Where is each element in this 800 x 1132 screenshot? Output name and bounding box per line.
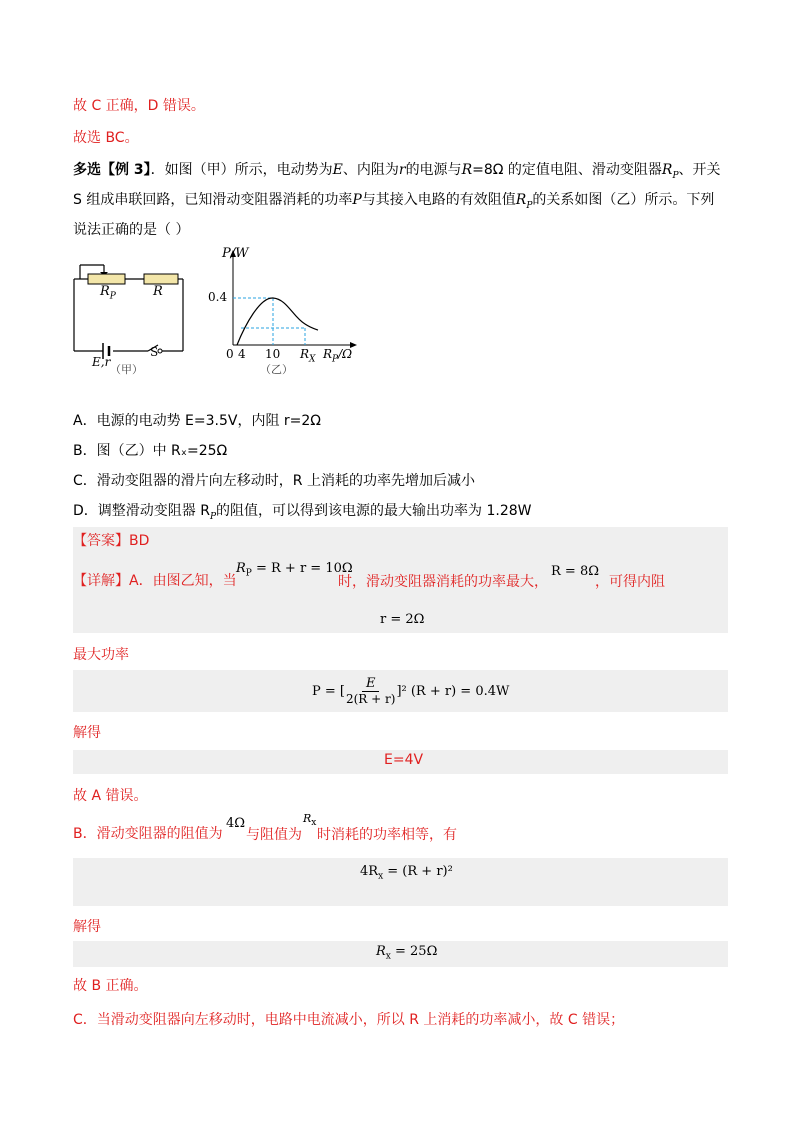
b-4ohm: 4Ω	[226, 816, 246, 831]
intro-line-1: 故 C 正确，D 错误。	[73, 98, 205, 114]
question-line-3: 说法正确的是（ ）	[73, 222, 190, 238]
answer-label: 【答案】BD	[73, 533, 150, 549]
r-label: R	[153, 284, 163, 299]
eq-r8: R = 8Ω	[551, 564, 599, 579]
y-tick-0-4: 0.4	[208, 290, 228, 304]
intro-line-2: 故选 BC。	[73, 130, 139, 146]
eq-e4: E=4V	[384, 752, 424, 768]
b-right: 故 B 正确。	[73, 978, 148, 994]
c-line: C．当滑动变阻器向左移动时，电路中电流减小，所以 R 上消耗的功率减小，故 C 错误；	[73, 1012, 625, 1028]
question-line-1: 多选【例 3】．如图（甲）所示，电动势为E、内阻为r的电源与R=8Ω 的定值电阻、滑动变阻器$R_P$、开关	[73, 162, 721, 181]
s-label: S	[150, 345, 159, 359]
eq-max-power: P = [ E 2(R + r) ]² (R + r) = 0.4W	[312, 676, 510, 706]
option-c: C．滑动变阻器的滑片向左移动时，R 上消耗的功率先增加后减小	[73, 473, 475, 489]
option-d: D．调整滑动变阻器 $R_P$的阻值，可以得到该电源的最大输出功率为 1.28W	[73, 503, 532, 522]
jiede-2: 解得	[73, 919, 101, 935]
eq-4rx: $4R_x = (R + r)^2$	[360, 864, 453, 882]
er-label: E,r	[92, 355, 111, 369]
eq-r2: r = 2Ω	[380, 612, 425, 627]
question-tag: 多选【例 3】	[73, 162, 151, 178]
detail-line-a: 【详解】A．由图乙知，当	[73, 573, 237, 589]
b-line-b: 与阻值为	[246, 827, 302, 843]
question-line-2: S 组成串联回路，已知滑动变阻器消耗的功率P与其接入电路的有效阻值$R_P$的关系如图（乙）所示。下列	[73, 192, 715, 211]
y-axis-label: P/W	[222, 246, 249, 261]
resistor-r	[144, 274, 178, 284]
x-tick-4: 4	[238, 347, 246, 361]
detail-line-a3: ，可得内阻	[595, 574, 665, 590]
b-line-c: 时消耗的功率相等，有	[317, 827, 457, 843]
option-a: A．电源的电动势 E=3.5V，内阻 r=2Ω	[73, 413, 321, 429]
jiede-1: 解得	[73, 725, 101, 741]
eq-rp: $R_P = R + r = 10\Omega$	[236, 561, 353, 579]
caption-yi: （乙）	[260, 363, 293, 376]
max-power-label: 最大功率	[73, 647, 129, 663]
switch-contact	[158, 349, 162, 353]
b-rx: $R_x$	[303, 812, 317, 829]
b-line: B．滑动变阻器的阻值为	[73, 826, 223, 842]
caption-jia: （甲）	[110, 363, 143, 376]
x-tick-rx: $R_X$	[300, 347, 316, 365]
rp-label: $R_P$	[100, 284, 116, 302]
rheostat-rp	[88, 274, 125, 284]
a-wrong: 故 A 错误。	[73, 788, 148, 804]
x-tick-10: 10	[265, 347, 281, 361]
eq-rx25: $R_x = 25\Omega$	[376, 944, 438, 962]
x-origin: 0	[226, 347, 234, 361]
option-b: B．图（乙）中 Rₓ=25Ω	[73, 443, 228, 459]
detail-line-a2: 时，滑动变阻器消耗的功率最大，	[338, 574, 548, 590]
x-axis-label: $R_P/\Omega$	[323, 347, 353, 365]
power-curve	[237, 298, 318, 345]
